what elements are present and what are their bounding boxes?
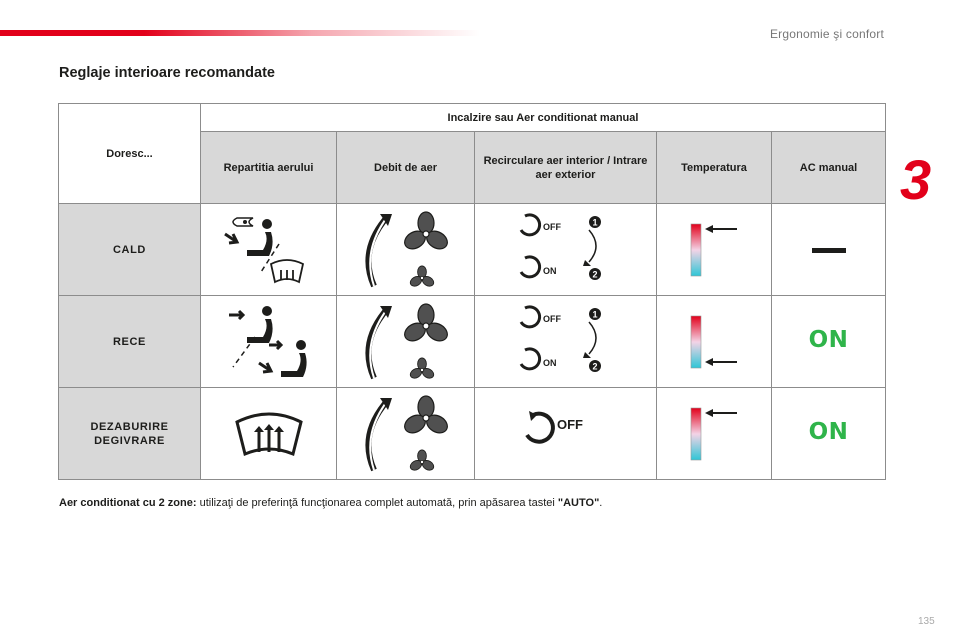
col-header-ac-manual: AC manual [772, 132, 886, 204]
ac-manual-cell [772, 388, 886, 480]
windscreen-defrost-icon [229, 404, 309, 464]
page-number: 135 [918, 616, 935, 627]
ac-on-label: ON [808, 326, 849, 353]
air-distribution-cell [201, 204, 337, 296]
ac-manual-cell [772, 296, 886, 388]
air-flow-cell [337, 204, 475, 296]
ac-manual-cell [772, 204, 886, 296]
air-distribution-cell [201, 388, 337, 480]
fan-speed-high-icon [346, 206, 466, 294]
recirculation-off-to-on-icon [511, 302, 621, 382]
step-2-label: 2 [592, 361, 598, 371]
corner-header: Doresc... [59, 104, 201, 204]
ac-on-label: ON [808, 418, 849, 445]
step-1-label: 1 [592, 217, 598, 227]
chapter-number: 3 [900, 148, 932, 211]
col-header-air-distribution: Repartitia aerului [201, 132, 337, 204]
temperature-cold-icon [679, 310, 749, 374]
col-header-recirculation: Recirculare aer interior / Intrare aer exterior [475, 132, 657, 204]
recirculation-cell [475, 204, 657, 296]
footnote-bold: Aer conditionat cu 2 zone: [59, 497, 197, 509]
footnote-text: utilizaţi de preferinţă funcţionarea complet automată, prin apăsarea tastei [196, 497, 558, 509]
section-header: Ergonomie şi confort [769, 27, 884, 41]
footnote-key: "AUTO" [557, 497, 600, 509]
recirculation-cell [475, 296, 657, 388]
settings-table [58, 103, 886, 480]
ac-off-dash [812, 248, 846, 253]
fan-speed-high-icon [346, 298, 466, 386]
row-label-cold: RECE [59, 296, 201, 388]
recirc-off-label: OFF [542, 313, 561, 324]
row-label-demist-defrost: DEZABURIRE DEGIVRARE [59, 388, 201, 480]
recirculation-off-icon [511, 409, 621, 459]
temperature-cell [657, 204, 772, 296]
recirc-off-label: OFF [542, 221, 561, 232]
page-title: Reglaje interioare recomandate [59, 65, 275, 81]
air-flow-cell [337, 388, 475, 480]
air-distribution-face-feet-icon [209, 301, 329, 383]
col-header-temperature: Temperatura [657, 132, 772, 204]
temperature-cell [657, 388, 772, 480]
step-2-label: 2 [592, 269, 598, 279]
recirculation-cell [475, 388, 657, 480]
temperature-cell [657, 296, 772, 388]
recirc-on-label: ON [542, 357, 556, 368]
recirc-off-label: OFF [556, 416, 583, 432]
recirc-on-label: ON [542, 265, 556, 276]
top-accent-bar [0, 30, 480, 36]
step-1-label: 1 [592, 309, 598, 319]
air-distribution-feet-windscreen-icon [209, 210, 329, 290]
temperature-hot-icon [679, 402, 749, 466]
air-distribution-cell [201, 296, 337, 388]
table-row [59, 204, 886, 296]
footnote: Aer conditionat cu 2 zone: utilizaţi de preferinţă funcţionarea complet automată, prin apăsarea tastei "AUTO". [59, 497, 603, 509]
fan-speed-high-icon [346, 390, 466, 478]
temperature-hot-icon [679, 218, 749, 282]
table-row [59, 296, 886, 388]
air-flow-cell [337, 296, 475, 388]
recirculation-off-to-on-icon [511, 210, 621, 290]
col-header-air-flow: Debit de aer [337, 132, 475, 204]
row-label-hot: CALD [59, 204, 201, 296]
table-row [59, 388, 886, 480]
group-header: Incalzire sau Aer conditionat manual [201, 104, 886, 132]
